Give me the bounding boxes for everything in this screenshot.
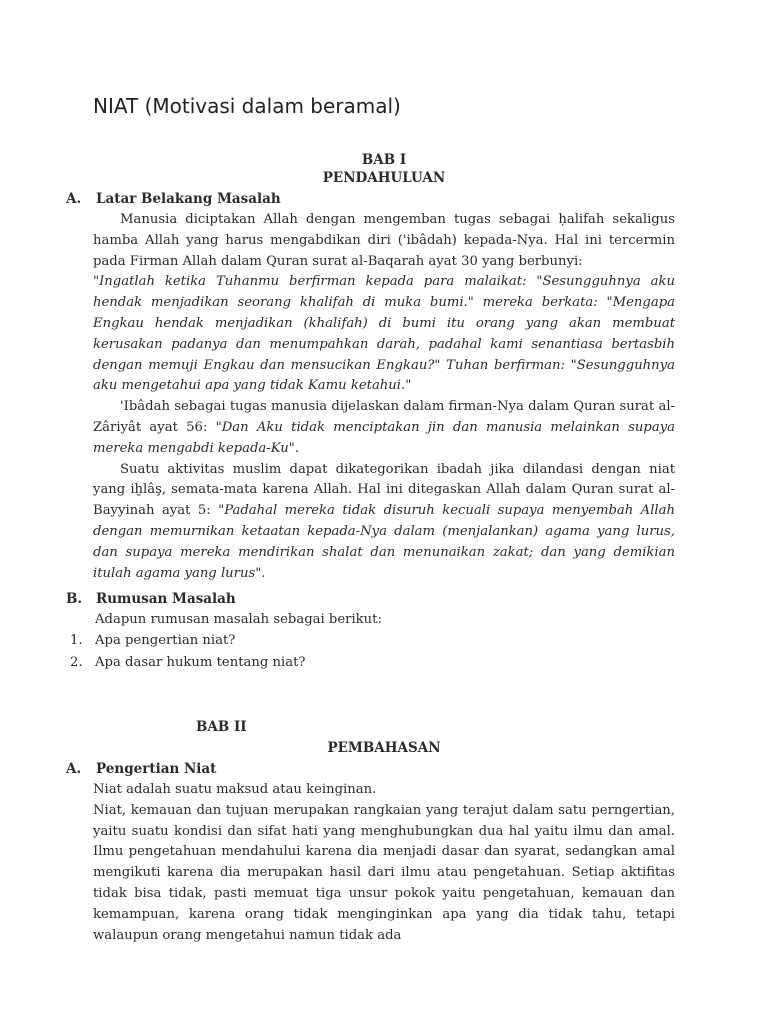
paragraph-ikhlas-intro: Suatu aktivitas muslim dapat dikategorikan ibadah jika dilandasi dengan niat yang iḫlâş, semata-mata karena Allah. Hal ini ditegaskan Allah dalam Quran surat al-Bayyinah ayat 5: <box>93 461 675 519</box>
quote-al-baqarah-text: Ingatlah ketika Tuhanmu berfirman kepada para malaikat: "Sesungguhnya aku hendak menjadikan seorang khalifah di muka bumi." mereka berkata: "Mengapa Engkau hendak menjadikan (khalifah) di bumi itu orang yang akan membuat kerusakan padanya dan menumpahkan darah, padahal kami senantiasa bertasbih dengan memuji Engkau dan mensucikan Engkau?" Tuhan berfirman: "Sesungguhnya aku mengetahui apa yang tidak Kamu ketahui. <box>93 274 675 394</box>
section-a-letter: A. <box>66 191 82 207</box>
section-a-title: Latar Belakang Masalah <box>96 191 281 207</box>
bab1-label: BAB I <box>361 152 407 168</box>
paragraph-niat-definition: Niat adalah suatu maksud atau keinginan. <box>93 782 377 797</box>
list-item-number: 1. <box>70 633 83 648</box>
paragraph-ibadah-intro: 'Ibâdah sebagai tugas manusia dijelaskan dalam firman-Nya dalam Quran surat al-Zâriyât ayat 56: <box>93 399 675 435</box>
quote-al-baqarah: "Ingatlah ketika Tuhanmu berfirman kepada para malaikat: "Sesungguhnya aku hendak menjadikan seorang khalifah di muka bumi." mereka berkata: "Mengapa Engkau hendak menjadikan (khalifah) di bumi itu orang yang akan membuat kerusakan padanya dan menumpahkan darah, padahal kami senantiasa bertasbih dengan memuji Engkau dan mensucikan Engkau?" Tuhan berfirman: "Sesungguhnya aku mengetahui apa yang tidak Kamu ketahui." <box>93 274 675 394</box>
pengertian-niat-body <box>93 780 675 946</box>
section-b-letter: B. <box>66 591 83 607</box>
bab1-title: PENDAHULUAN <box>322 170 446 186</box>
bab2-title: PEMBAHASAN <box>327 740 441 756</box>
list-item <box>70 633 235 648</box>
pengertian-niat-heading <box>66 761 216 777</box>
document-title: NIAT (Motivasi dalam beramal) <box>93 94 401 118</box>
pengertian-niat-letter: A. <box>66 761 82 777</box>
bab2-label: BAB II <box>196 719 247 735</box>
section-b-heading <box>66 591 236 607</box>
list-item-number: 2. <box>70 655 83 670</box>
list-item-text: Apa dasar hukum tentang niat? <box>95 655 306 670</box>
quote-al-bayyinah-text: Padahal mereka tidak disuruh kecuali supaya menyembah Allah dengan memurnikan ketaatan kepada-Nya dalam (menjalankan) agama yang lurus, dan supaya mereka mendirikan shalat dan menunaikan zakat; dan yang demikian itulah agama yang lurus <box>93 503 675 581</box>
rumusan-intro: Adapun rumusan masalah sebagai berikut: <box>95 612 382 627</box>
section-a-heading <box>66 191 281 207</box>
section-a-body <box>93 210 675 584</box>
quote-al-zariyat-text: Dan Aku tidak menciptakan jin dan manusia melainkan supaya mereka mengabdi kepada-Ku <box>93 419 676 456</box>
paragraph-khalifah: Manusia diciptakan Allah dengan mengemban tugas sebagai ḥalifah sekaligus hamba Allah yang harus mengabdikan diri ('ibâdah) kepada-Nya. Hal ini tercermin pada Firman Allah dalam Quran surat al-Baqarah ayat 30 yang berbunyi: <box>93 212 675 269</box>
paragraph-niat-explanation: Niat, kemauan dan tujuan merupakan rangkaian yang terajut dalam satu perngertian, yaitu suatu kondisi dan sifat hati yang menghubungkan dua hal yaitu ilmu dan amal. Ilmu pengetahuan mendahului karena dia menjadi dasar dan syarat, sedangkan amal mengikuti karena dia merupakan hasil dari ilmu atau pengetahuan. Setiap aktifitas tidak bisa tidak, pasti memuat tiga unsur pokok yaitu pengetahuan, kemauan dan kemampuan, karena orang tidak menginginkan apa yang dia tidak tahu, tetapi walaupun orang mengetahui namun tidak ada <box>93 802 675 943</box>
section-b-title: Rumusan Masalah <box>96 591 236 607</box>
paragraph-ibadah: 'Ibâdah sebagai tugas manusia dijelaskan dalam firman-Nya dalam Quran surat al-Zâriyât ayat 56: "Dan Aku tidak menciptakan jin dan manusia melainkan supaya mereka mengabdi kepada-Ku". <box>93 399 676 456</box>
paragraph-ikhlas: Suatu aktivitas muslim dapat dikategorikan ibadah jika dilandasi dengan niat yang iḫlâş, semata-mata karena Allah. Hal ini ditegaskan Allah dalam Quran surat al-Bayyinah ayat 5: "Padahal mereka tidak disuruh kecuali supaya menyembah Allah dengan memurnikan ketaatan kepada-Nya dalam (menjalankan) agama yang lurus, dan supaya mereka mendirikan shalat dan menunaikan zakat; dan yang demikian itulah agama yang lurus". <box>93 461 675 581</box>
list-item-text: Apa pengertian niat? <box>95 633 236 648</box>
pengertian-niat-title: Pengertian Niat <box>96 761 217 777</box>
list-item <box>70 655 305 670</box>
